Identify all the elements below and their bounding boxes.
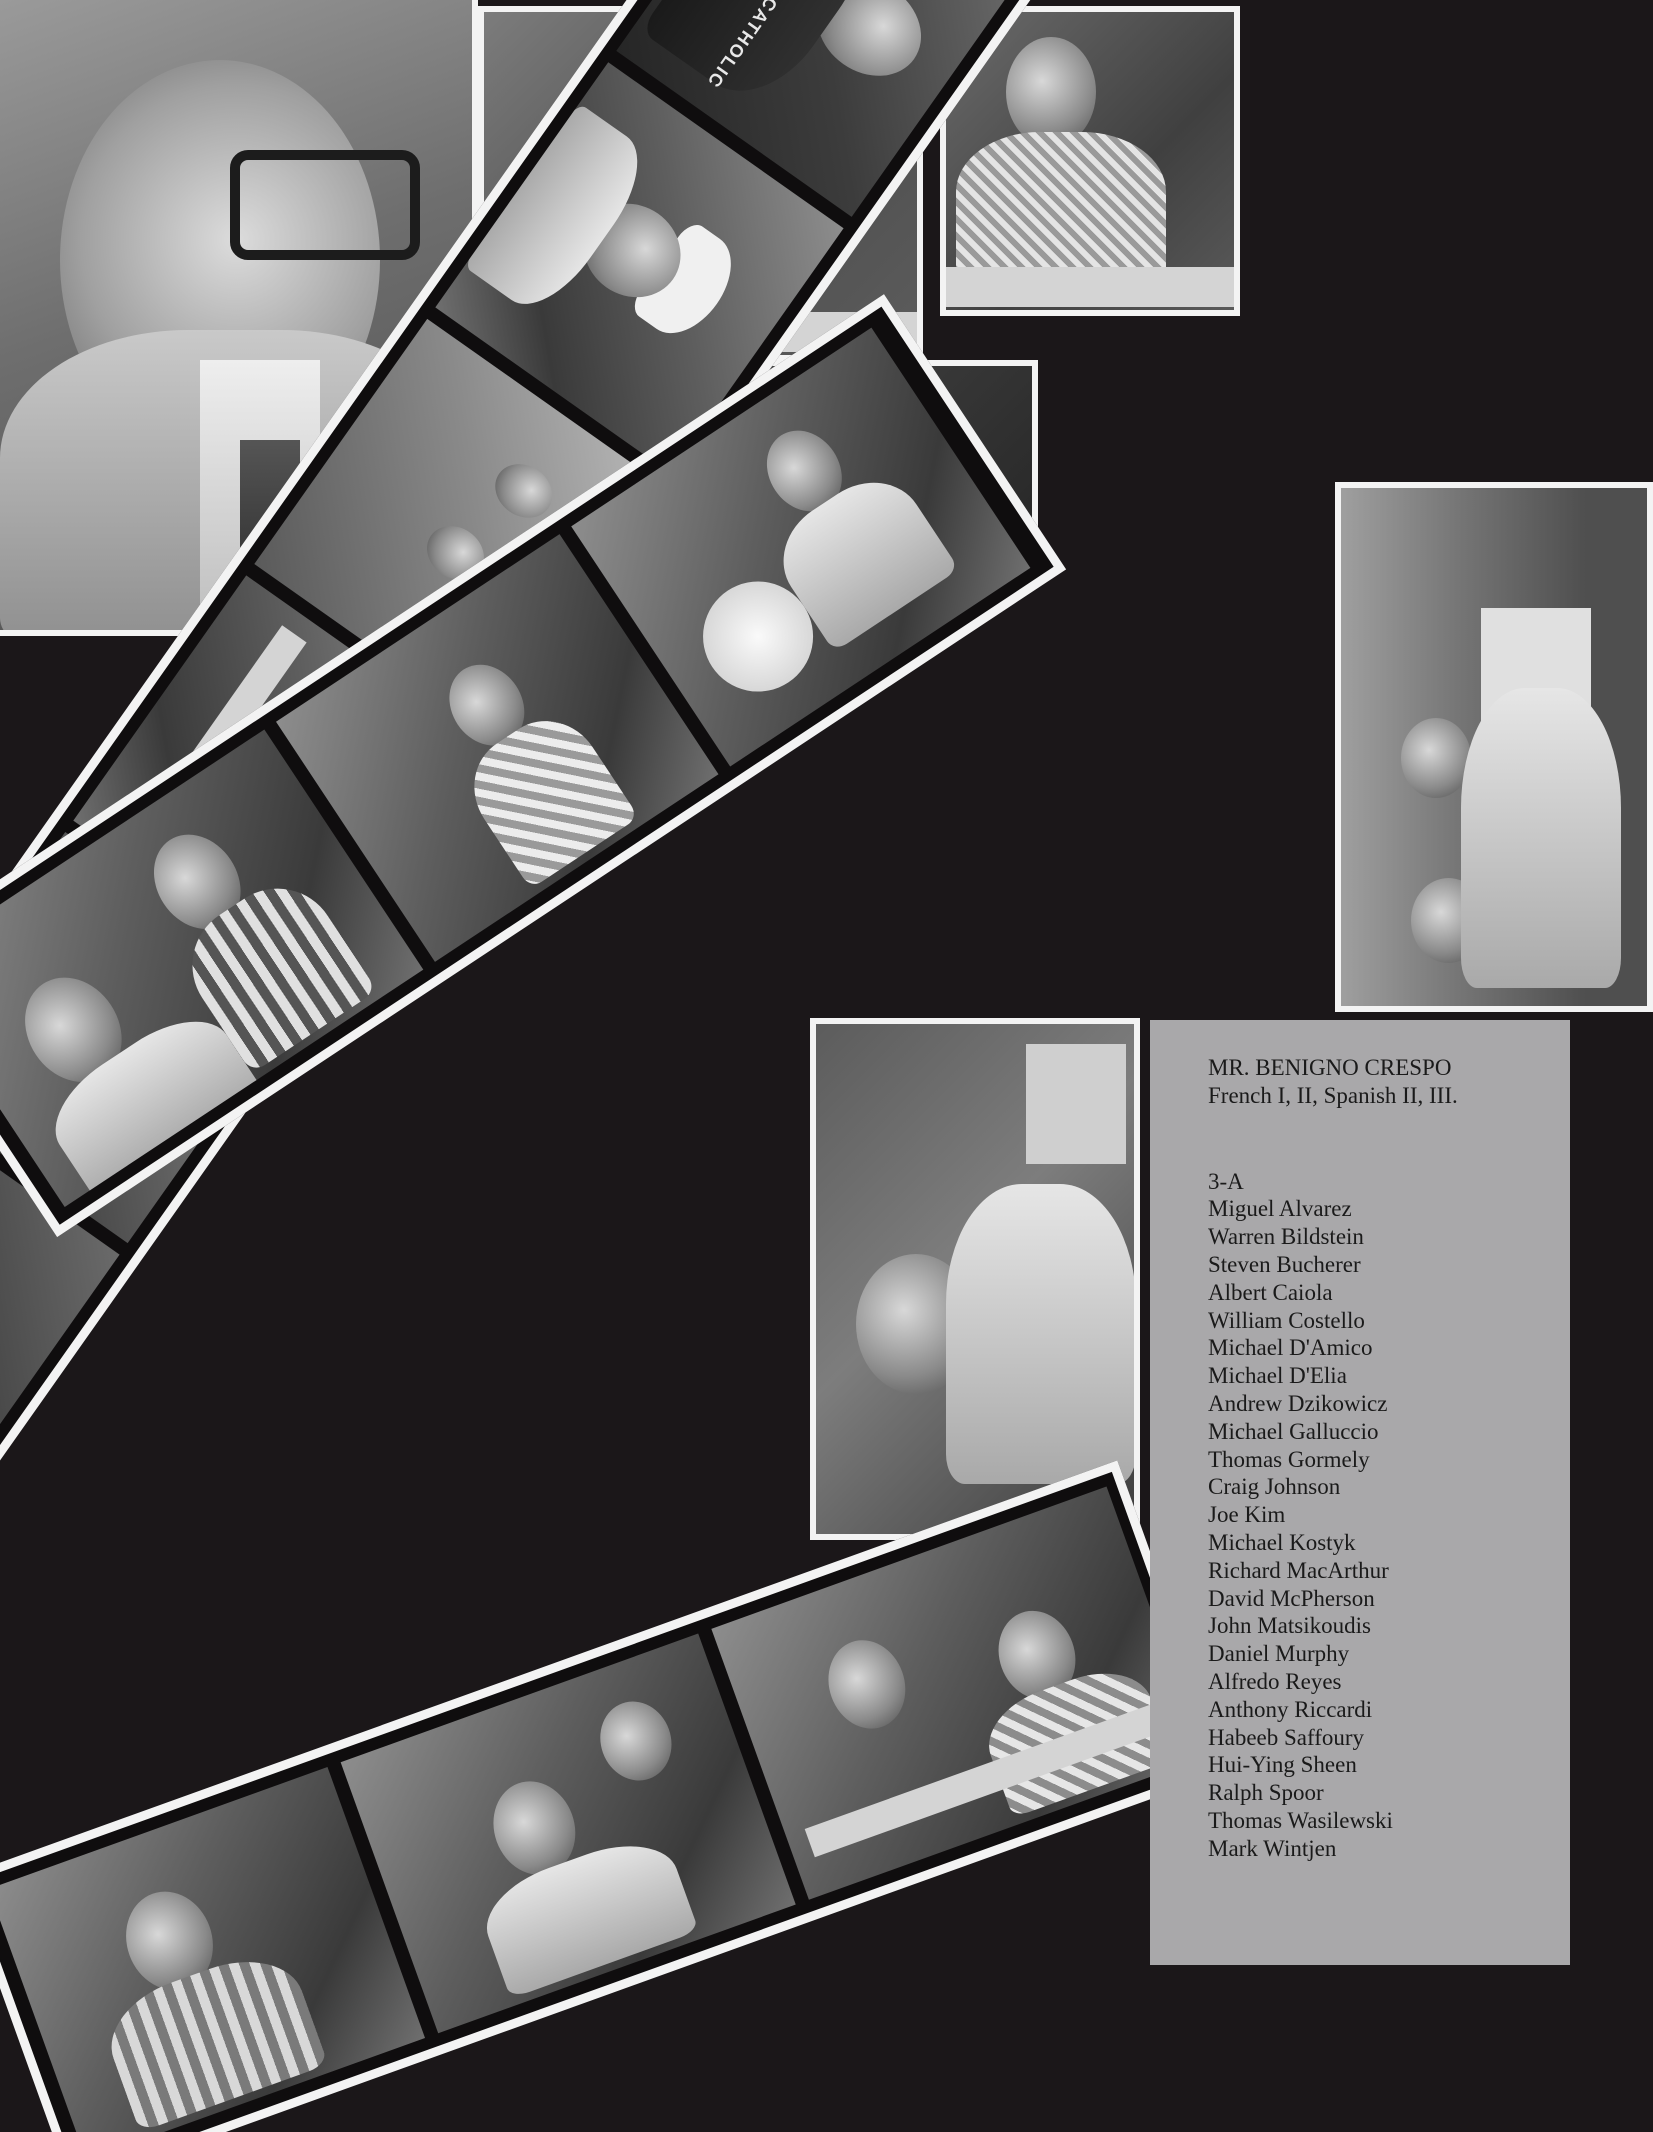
filmstrip-frame-desks [711, 1487, 1204, 1900]
classroom-rows-photo [1335, 482, 1653, 1012]
student-name: Thomas Gormely [1208, 1446, 1370, 1472]
homeroom-label: 3-A [1208, 1168, 1244, 1194]
student-name: Daniel Murphy [1208, 1641, 1350, 1667]
filmstrip-frame-writing [341, 1634, 796, 2034]
filmstrip-bottom [0, 1460, 1229, 2132]
student-name: John Matsikoudis [1208, 1613, 1371, 1639]
student-name: Warren Bildstein [1208, 1224, 1364, 1250]
student-name: Michael Kostyk [1208, 1529, 1356, 1555]
student-name: Michael Galluccio [1208, 1418, 1379, 1444]
student-name: Ralph Spoor [1208, 1780, 1324, 1806]
eyeglasses-graphic [230, 150, 420, 260]
student-name: Albert Caiola [1208, 1279, 1333, 1305]
student-name: Hui-Ying Sheen [1208, 1752, 1357, 1778]
student-name: Mark Wintjen [1208, 1835, 1337, 1861]
student-list [1208, 1195, 1570, 1862]
student-name: Michael D'Amico [1208, 1335, 1373, 1361]
student-name: Miguel Alvarez [1208, 1196, 1352, 1222]
student-name: William Costello [1208, 1307, 1365, 1333]
student-name: Steven Bucherer [1208, 1251, 1361, 1277]
student-name: Habeeb Saffoury [1208, 1724, 1365, 1750]
student-name: David McPherson [1208, 1585, 1375, 1611]
student-name: Alfredo Reyes [1208, 1668, 1342, 1694]
student-name: Anthony Riccardi [1208, 1696, 1373, 1722]
student-name: Andrew Dzikowicz [1208, 1390, 1388, 1416]
student-name: Michael D'Elia [1208, 1363, 1347, 1389]
student-name: Craig Johnson [1208, 1474, 1341, 1500]
caption-panel [1150, 1020, 1570, 1965]
teacher-subjects: French I, II, Spanish II, III. [1208, 1082, 1458, 1108]
teacher-name: MR. BENIGNO CRESPO [1208, 1055, 1452, 1080]
student-name: Richard MacArthur [1208, 1557, 1389, 1583]
student-name: Thomas Wasilewski [1208, 1807, 1393, 1833]
students-reading-photo [810, 1018, 1140, 1540]
student-name: Joe Kim [1208, 1502, 1286, 1528]
